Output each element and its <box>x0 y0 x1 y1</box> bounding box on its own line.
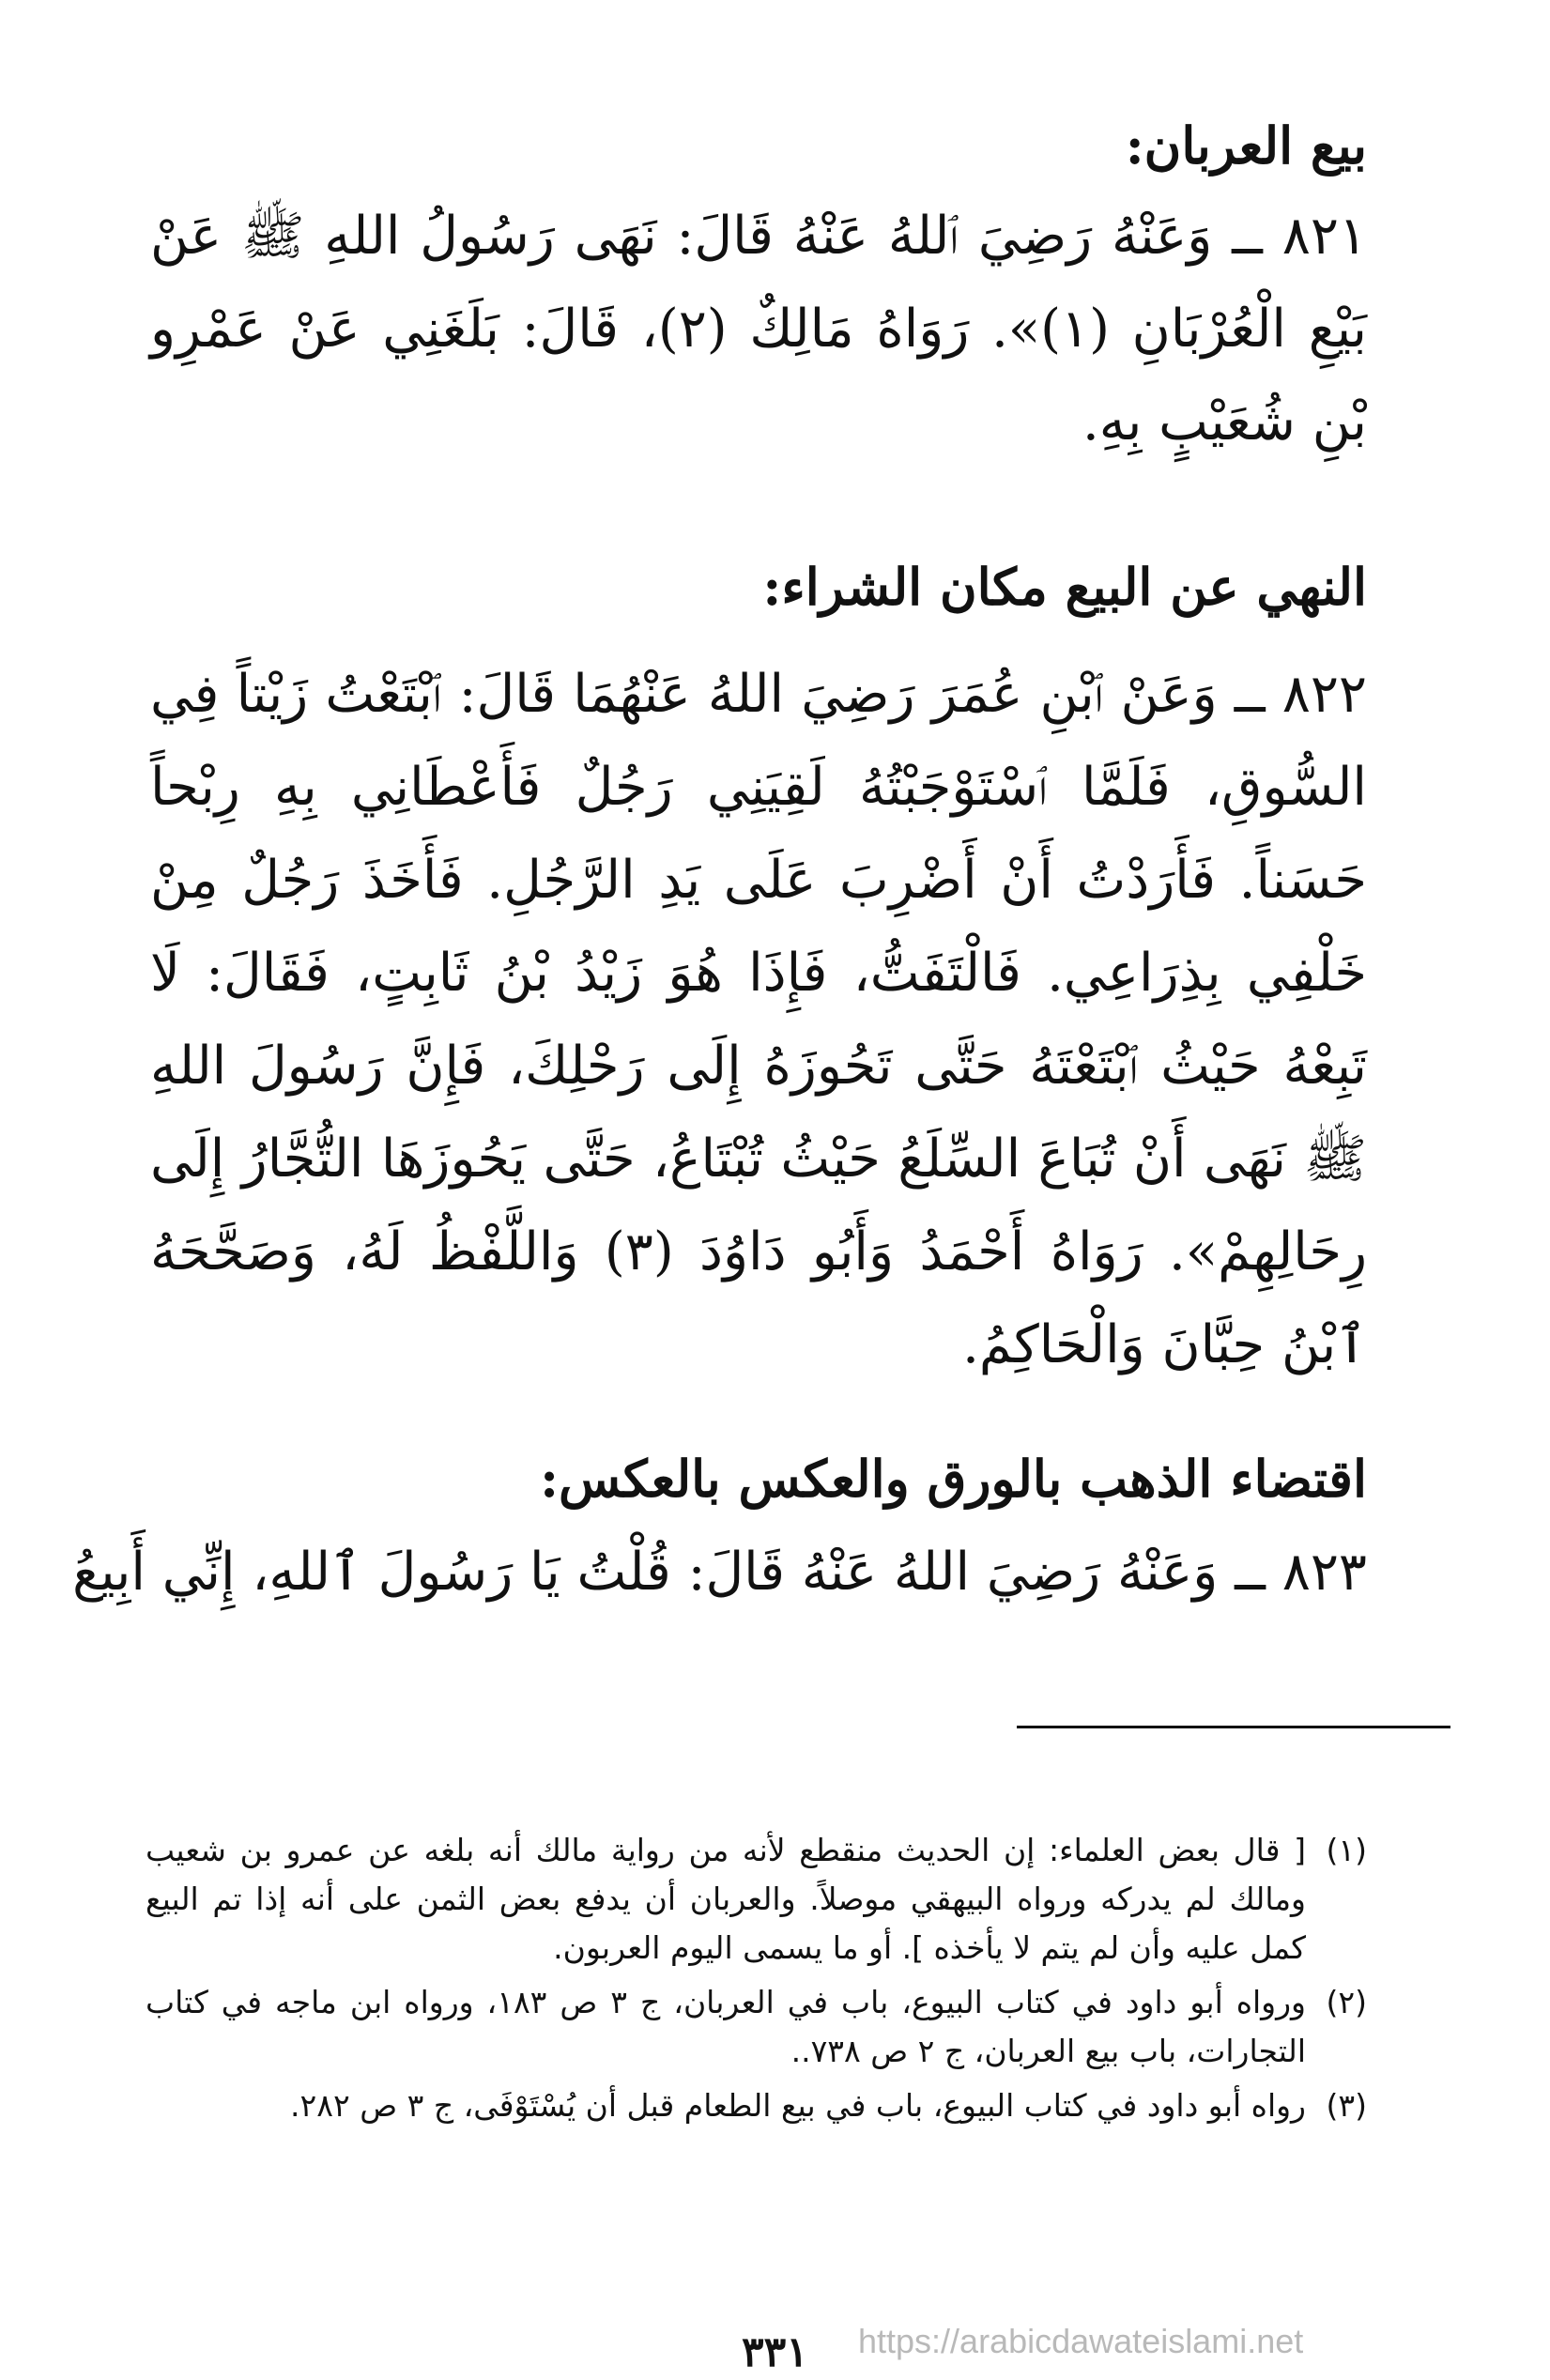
watermark-url: https://arabicdawateislami.net <box>858 2322 1304 2360</box>
footnote-number: (١) <box>1326 1832 1367 1868</box>
hadith-821: ٨٢١ ــ وَعَنْهُ رَضِيَ ٱللهُ عَنْهُ قَالَ: نَهَى رَسُولُ اللهِ ﷺ عَنْ بَيْعِ الْعُرْبَانِ (١)». رَوَاهُ مَالِكٌ (٢)، قَالَ: بَلَغَنِي عَنْ عَمْرِو بْنِ شُعَيْبٍ بِهِ. <box>150 206 1368 453</box>
footnote-separator <box>1017 1726 1450 1728</box>
page-number: ٣٣١ <box>742 2328 808 2376</box>
footnote-number: (٢) <box>1326 1984 1367 2020</box>
section-heading-sale-at-purchase-place: النهي عن البيع مكان الشراء: <box>762 557 1367 617</box>
section-heading-gold-silver-exchange: اقتضاء الذهب بالورق والعكس بالعكس: <box>540 1449 1367 1509</box>
footnote-text: ورواه أبو داود في كتاب البيوع، باب في العربان، ج ٣ ص ١٨٣، ورواه ابن ماجه في كتاب التجارات، باب بيع العربان، ج ٢ ص ٧٣٨.. <box>146 1984 1306 2069</box>
footnote-text: [ قال بعض العلماء: إن الحديث منقطع لأنه من رواية مالك أنه بلغه عن عمرو بن شعيب ومالك لم يدركه ورواه البيهقي موصلاً. والعربان أن يدفع بعض الثمن على أنه إذا تم البيع كمل عليه وأن لم يتم لا يأخذه ]. أو ما يسمى اليوم العربون. <box>146 1832 1306 1966</box>
footnote-number: (٣) <box>1326 2087 1367 2124</box>
footnote <box>146 2081 1367 2130</box>
footnote-text: رواه أبو داود في كتاب البيوع، باب في بيع الطعام قبل أن يُسْتَوْفَى، ج ٣ ص ٢٨٢. <box>290 2087 1306 2124</box>
footnote <box>146 1826 1367 1973</box>
hadith-822: ٨٢٢ ــ وَعَنْ ٱبْنِ عُمَرَ رَضِيَ اللهُ عَنْهُمَا قَالَ: ٱبْتَعْتُ زَيْتاً فِي السُّوقِ، فَلَمَّا ٱسْتَوْجَبْتُهُ لَقِيَنِي رَجُلٌ فَأَعْطَانِي بِهِ رِبْحاً حَسَناً. فَأَرَدْتُ أَنْ أَضْرِبَ عَلَى يَدِ الرَّجُلِ. فَأَخَذَ رَجُلٌ مِنْ خَلْفِي بِذِرَاعِي. فَالْتَفَتُّ، فَإِذَا هُوَ زَيْدُ بْنُ ثَابِتٍ، فَقَالَ: لَا تَبِعْهُ حَيْثُ ٱبْتَعْتَهُ حَتَّى تَحُوزَهُ إِلَى رَحْلِكَ، فَإِنَّ رَسُولَ اللهِ ﷺ نَهَى أَنْ تُبَاعَ السِّلَعُ حَيْثُ تُبْتَاعُ، حَتَّى يَحُوزَهَا التُّجَّارُ إِلَى رِحَالِهِمْ». رَوَاهُ أَحْمَدُ وَأَبُو دَاوُدَ (٣) وَاللَّفْظُ لَهُ، وَصَحَّحَهُ ٱبْنُ حِبَّانَ وَالْحَاكِمُ. <box>150 664 1368 1375</box>
footnote <box>146 1978 1367 2076</box>
hadith-823: ٨٢٣ ــ وَعَنْهُ رَضِيَ اللهُ عَنْهُ قَالَ: قُلْتُ يَا رَسُولَ ٱللهِ، إِنِّي أَبِيعُ <box>72 1542 1367 1603</box>
footnotes <box>146 1826 1367 2136</box>
section-heading-urban-sale: بيع العربان: <box>1125 115 1367 176</box>
